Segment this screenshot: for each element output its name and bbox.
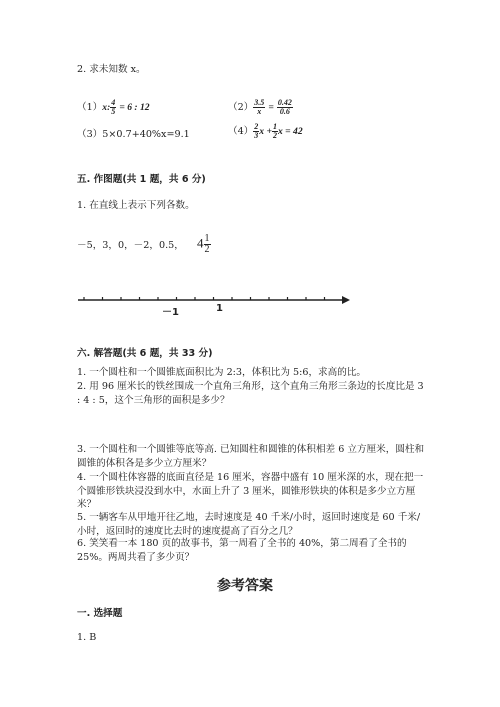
section-6-question-5: 5. 一辆客车从甲地开往乙地，去时速度是 40 千米/小时，返回时速度是 60 千米/小时，返回时的速度比去时的速度提高了百分之几？ <box>77 512 421 537</box>
numbers-to-plot <box>77 237 184 251</box>
fraction-numerator: 1 <box>204 233 210 244</box>
equation-3: （3）5×0.7+40%x=9.1 <box>77 129 190 140</box>
section-6-question-3: 3. 一个圆柱和一个圆锥等底等高. 已知圆柱和圆锥的体积相差 6 立方厘米，圆柱和圆锥的体积各是多少立方厘米？ <box>77 444 425 469</box>
mixed-number-fraction <box>204 234 211 255</box>
fraction-numerator: 2 <box>254 122 259 131</box>
tick-label-1: 1 <box>216 303 223 314</box>
numbers-list: －5，3，0，－2，0.5， <box>77 240 184 251</box>
equation-4 <box>228 123 303 140</box>
fraction-denominator: 0.6 <box>279 107 290 116</box>
question-2-heading: 2. 求未知数 x。 <box>77 64 146 75</box>
equation-4-prefix: （4） <box>228 126 254 137</box>
fraction-denominator: x <box>257 107 262 116</box>
equation-2-equals: = <box>268 102 274 113</box>
equation-1-prefix: （1） <box>77 102 103 113</box>
equation-4-rest: x = 42 <box>277 126 303 137</box>
fraction-numerator: 0.42 <box>277 98 292 107</box>
section-6-heading: 六. 解答题(共 6 题，共 33 分) <box>77 348 213 359</box>
fraction-denominator: 2 <box>272 131 277 140</box>
equation-1-colon: : <box>107 102 111 113</box>
equation-1-var: x <box>102 102 108 113</box>
fraction-denominator: 3 <box>254 131 259 140</box>
equation-1-fraction <box>110 99 116 116</box>
number-line <box>70 289 360 319</box>
answers-title: 参考答案 <box>217 578 273 594</box>
equation-4-mid: x + <box>259 126 272 137</box>
fraction-numerator: 4 <box>111 98 116 107</box>
equation-2-fraction-right <box>277 99 293 116</box>
section-5-question-1: 1. 在直线上表示下列各数。 <box>77 200 195 211</box>
equation-1-rest: = 6 : 12 <box>119 102 150 113</box>
equation-2 <box>228 99 293 116</box>
answers-section-1: 一. 选择题 <box>77 608 123 619</box>
section-6-question-2: 2. 用 96 厘米长的铁丝围成一个直角三角形，这个直角三角形三条边的长度比是 3 : 4 : 5，这个三角形的面积是多少？ <box>77 381 424 406</box>
section-5-heading: 五. 作图题(共 1 题，共 6 分) <box>77 174 206 185</box>
fraction-numerator: 3.5 <box>254 98 265 107</box>
mixed-number-whole: 4 <box>197 235 204 251</box>
tick-label-neg1: －1 <box>162 307 179 318</box>
equation-2-fraction-left <box>253 99 265 116</box>
section-6-question-4: 4. 一个圆柱体容器的底面直径是 16 厘米，容器中盛有 10 厘米深的水，现在把一个圆锥形铁块浸没到水中，水面上升了 3 厘米，圆锥形铁块的体积是多少立方厘米？ <box>77 472 424 510</box>
equation-2-prefix: （2） <box>228 102 254 113</box>
section-6-question-6: 6. 笑笑看一本 180 页的故事书，第一周看了全书的 40%，第二周看了全书的 25%。两周共看了多少页？ <box>77 538 407 563</box>
fraction-denominator: 5 <box>111 107 116 116</box>
fraction-numerator: 1 <box>272 122 277 131</box>
section-6-question-1: 1. 一个圆柱和一个圆锥底面积比为 2:3，体积比为 5:6，求高的比。 <box>77 367 367 378</box>
mixed-number <box>197 234 211 255</box>
fraction-denominator: 2 <box>204 244 210 255</box>
answer-1: 1. B <box>77 632 97 643</box>
equation-1 <box>77 99 150 116</box>
number-line-arrow <box>342 296 350 304</box>
